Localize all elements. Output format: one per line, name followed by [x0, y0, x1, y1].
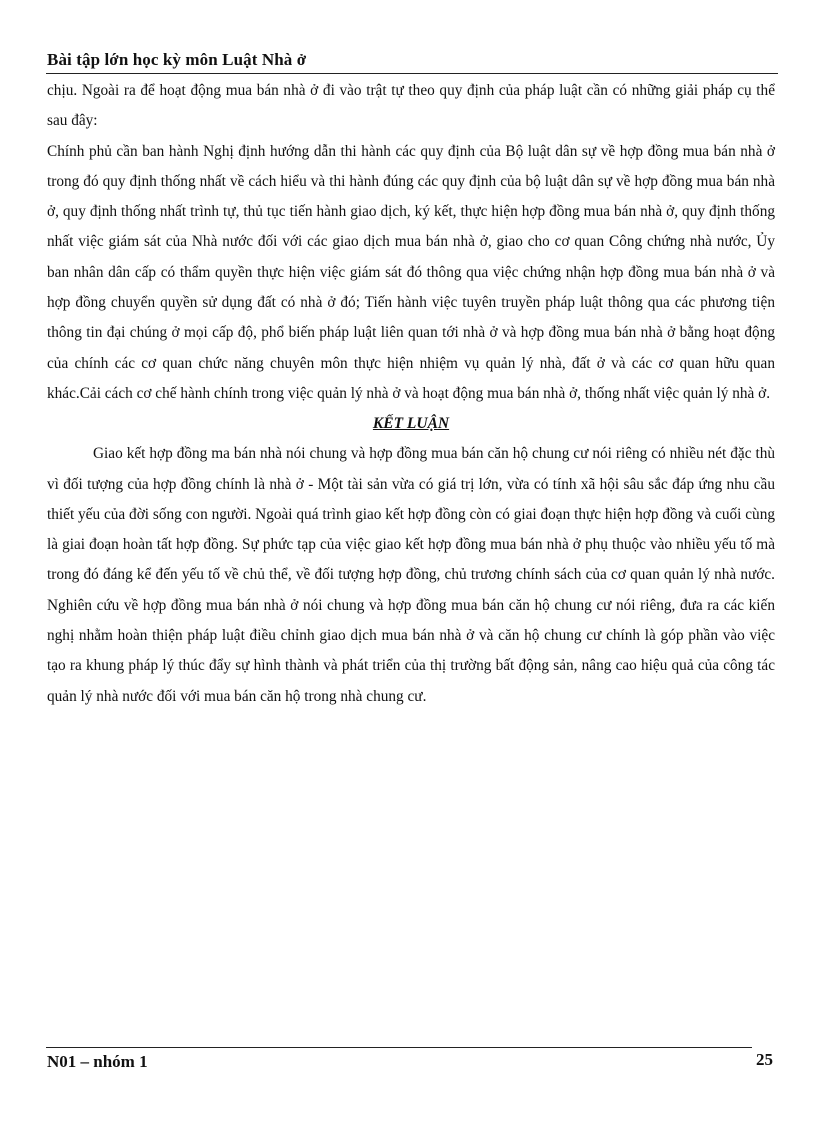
- conclusion-heading: KẾT LUẬN: [372, 415, 450, 433]
- page-header-title: Bài tập lớn học kỳ môn Luật Nhà ở: [47, 50, 307, 69]
- document-body: [47, 76, 775, 712]
- paragraph-recommendations: Chính phủ cần ban hành Nghị định hướng dẫn thi hành các quy định của Bộ luật dân sự về hợp đồng mua bán nhà ở trong đó quy định thống nhất về cách hiểu và thi hành đúng các quy định của bộ luật dân sự về hợp đồng mua bán nhà ở, quy định thống nhất trình tự, thủ tục tiến hành giao dịch, ký kết, thực hiện hợp đồng mua bán nhà ở, quy định thống nhất việc giám sát của Nhà nước đối với các giao dịch mua bán nhà ở, giao cho cơ quan Công chứng nhà nước, Ủy ban nhân dân cấp có thẩm quyền thực hiện việc giám sát đó thông qua việc chứng nhận hợp đồng mua bán nhà ở và hợp đồng chuyển quyền sử dụng đất có nhà ở đó; Tiến hành việc tuyên truyền pháp luật thông qua các phương tiện thông tin đại chúng ở mọi cấp độ, phổ biến pháp luật liên quan tới nhà ở và hợp đồng mua bán nhà ở bằng hoạt động của chính các cơ quan chức năng chuyên môn thực hiện nhiệm vụ quản lý nhà, đất ở và các cơ quan hữu quan khác.Cải cách cơ chế hành chính trong việc quản lý nhà ở và hoạt động mua bán nhà ở, thống nhất việc quản lý nhà ở.: [47, 142, 775, 402]
- conclusion-paragraph: Giao kết hợp đồng ma bán nhà nói chung và hợp đồng mua bán căn hộ chung cư nói riêng có nhiều nét đặc thù vì đối tượng của hợp đồng chính là nhà ở - Một tài sản vừa có giá trị lớn, vừa có tính xã hội sâu sắc đáp ứng nhu cầu thiết yếu của đời sống con người. Ngoài quá trình giao kết hợp đồng còn có giai đoạn thực hiện hợp đồng và cuối cùng là giai đoạn hoàn tất hợp đồng. Sự phức tạp của việc giao kết hợp đồng mua bán nhà ở phụ thuộc vào nhiều yếu tố mà trong đó đáng kể đến yếu tố về chủ thể, về đối tượng hợp đồng, chủ trương chính sách của cơ quan quản lý nhà nước. Nghiên cứu về hợp đồng mua bán nhà ở nói chung và hợp đồng mua bán căn hộ chung cư nói riêng, đưa ra các kiến nghị nhằm hoàn thiện pháp luật điều chỉnh giao dịch mua bán nhà ở và căn hộ chung cư chính là góp phần vào việc tạo ra khung pháp lý thúc đẩy sự hình thành và phát triển của thị trường bất động sản, nâng cao hiệu quả của công tác quản lý nhà nước đối với mua bán căn hộ trong nhà chung cư.: [47, 445, 775, 705]
- footer-divider: [46, 1047, 752, 1048]
- paragraph-continuation: chịu. Ngoài ra để hoạt động mua bán nhà ở đi vào trật tự theo quy định của pháp luật cần có những giải pháp cụ thể sau đây:: [47, 82, 775, 130]
- page-number: 25: [756, 1050, 773, 1069]
- header-divider: [46, 73, 778, 74]
- footer-group-label: N01 – nhóm 1: [47, 1052, 148, 1071]
